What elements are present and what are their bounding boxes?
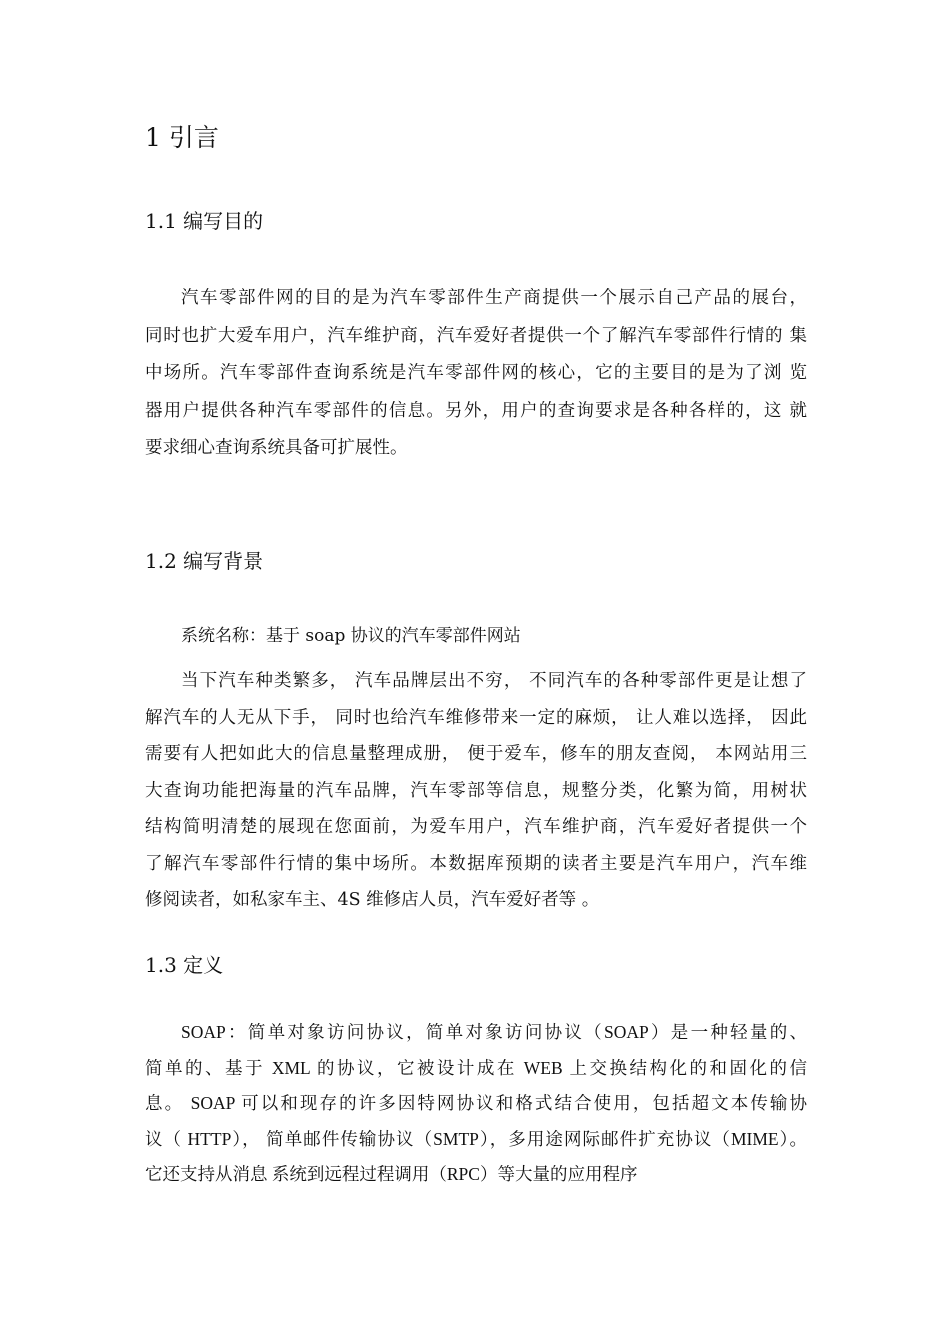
paragraph-line: 结构简明清楚的展现在您面前，为爱车用户，汽车维护商，汽车爱好者提供一个 <box>145 817 807 837</box>
paragraph-line: 当下汽车种类繁多， 汽车品牌层出不穷， 不同汽车的各种零部件更是让想了 <box>181 671 807 691</box>
section-1-2-paragraph <box>145 663 807 919</box>
paragraph-line: 解汽车的人无从下手， 同时也给汽车维修带来一定的麻烦， 让人难以选择， 因此 <box>145 707 807 728</box>
section-1-1-paragraph <box>145 280 807 468</box>
paragraph-line: 议（ HTTP）， 简单邮件传输协议（SMTP），多用途网际邮件扩充协议（MIME）。 <box>145 1128 807 1149</box>
paragraph-line: 大查询功能把海量的汽车品牌，汽车零部等信息，规整分类，化繁为简，用树状 <box>145 780 807 801</box>
paragraph-line: 中场所。汽车零部件查询系统是汽车零部件网的核心，它的主要目的是为了浏 览 <box>145 363 807 383</box>
paragraph-line: 了解汽车零部件行情的集中场所。本数据库预期的读者主要是汽车用户，汽车维 <box>145 853 807 874</box>
section-1-heading: 1 引言 <box>145 123 219 152</box>
paragraph-line: 息。 SOAP 可以和现存的许多因特网协议和格式结合使用，包括超文本传输协 <box>145 1093 807 1113</box>
system-name-line: 系统名称：基于 soap 协议的汽车零部件网站 <box>181 626 521 646</box>
section-1-3-paragraph <box>145 1015 807 1193</box>
section-1-2-heading: 1.2 编写背景 <box>145 549 264 573</box>
paragraph-line: 汽车零部件网的目的是为汽车零部件生产商提供一个展示自己产品的展台， <box>181 288 807 308</box>
section-1-3-heading: 1.3 定义 <box>145 953 224 977</box>
paragraph-line: 器用户提供各种汽车零部件的信息。另外，用户的查询要求是各种各样的，这 就 <box>145 400 807 421</box>
paragraph-line: 简单的、基于 XML 的协议，它被设计成在 WEB 上交换结构化的和固化的信 <box>145 1057 807 1078</box>
paragraph-line: 需要有人把如此大的信息量整理成册， 便于爱车，修车的朋友查阅， 本网站用三 <box>145 744 807 764</box>
paragraph-line: 修阅读者，如私家车主、4S 维修店人员，汽车爱好者等 。 <box>145 890 600 910</box>
section-1-1-heading: 1.1 编写目的 <box>145 209 264 233</box>
paragraph-line: 同时也扩大爱车用户，汽车维护商，汽车爱好者提供一个了解汽车零部件行情的 集 <box>145 325 807 346</box>
paragraph-line: 要求细心查询系统具备可扩展性。 <box>145 438 408 458</box>
paragraph-line: SOAP：简单对象访问协议，简单对象访问协议（SOAP）是一种轻量的、 <box>181 1022 807 1042</box>
paragraph-line: 它还支持从消息 系统到远程过程调用（RPC）等大量的应用程序 <box>145 1164 638 1184</box>
